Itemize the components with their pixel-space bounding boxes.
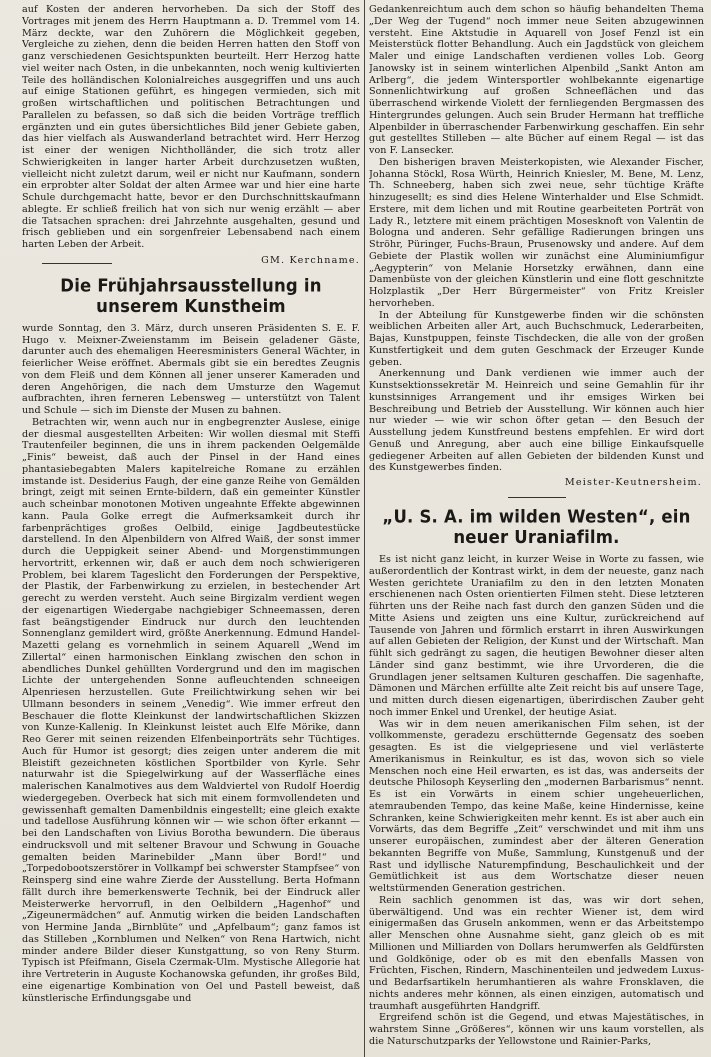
- film-paragraph-3: Rein sachlich genommen ist das, was wir dort sehen, überwältigend. Und was ein rechter Wiener ist, dem wird einigermaßen das Gruseln ankommen, wenn er das Arbeitstempo aller Menschen ohne Ausnahme sieht, ganz gleich ob es mit Millionen und Milliarden von Dollars herumwerfen als Geldfürsten und Goldkönige, oder ob es mit den ebenfalls Massen von Früchten, Fischen, Rindern, Maschinenteilen und jedwedem Luxus- und Bedarfsartikeln herumhantieren als wahre Fronsklaven, die nichts anderes mehr können, als einen einzigen, automatisch und traumhaft ausgeführten Handgriff.: [369, 894, 704, 1012]
- signature-2: Meister-Keutnersheim.: [564, 477, 702, 488]
- lecture-report-ending: auf Kosten der anderen hervorheben. Da sich der Stoff des Vortrages mit jenem des Herrn Hauptmann a. D. Tremmel vom 14. März deckte, war den Zuhörern die Möglichkeit gegeben, Vergleiche zu ziehen, denn die beiden Herren hatten den Stoff von ganz verschiedenen Gesichtspunkten beurteilt. Herr Herzog hatte viel weiter nach Osten, in die unbekannten, noch wenig kultivierten Teile des holländischen Kolonialreiches ausgegriffen und uns auch auf einige Stationen geführt, es hingegen vermieden, sich mit großen wirtschaftlichen und politischen Betrachtungen und Parallelen zu befassen, so daß sich die beiden Vorträge trefflich ergänzten und ein gutes übersichtliches Bild jener Gebiete gaben, das hier vielfach als Auswanderland betrachtet wird. Herr Herzog ist einer der wenigen Nichtholländer, die sich trotz aller Schwierigkeiten in langer harter Arbeit durchzusetzen wußten, vielleicht nicht zuletzt darum, weil er nicht nur Kaufmann, sondern ein erprobter alter Soldat der alten Armee war und hier eine harte Schule durchgemacht hatte, bevor er den Durchschnittskaufmann ablegte. Er schließ freilich hat von sich nur wenig erzählt — aber die Tatsachen sprachen: drei Jahrzehnte ausgehalten, gesund und frisch geblieben und ein sorgenfreier Lebensabend nach einem harten Leben der Arbeit.: [22, 4, 360, 250]
- applied-arts-paragraph: In der Abteilung für Kunstgewerbe finden wir die schönsten weiblichen Arbeiten aller Art, auch Buchschmuck, Lederarbeiten, Bajas, Kunstpuppen, feinste Tischdecken, die alle von der großen Kunstfertigkeit und dem guten Geschmack der Erzeuger Kunde geben.: [369, 309, 704, 368]
- exhibition-review-paragraph: Betrachten wir, wenn auch nur in engbegrenzter Auslese, einige der diesmal ausgestellten Arbeiten: Wir wollen diesmal mit Steffi Trautenfeiler beginnen, die uns in ihrem packenden Oelgemälde „Finis“ beweist, daß auch der Pinsel in der Hand eines phantasiebegabten Malers kapitelreiche Romane zu erzählen imstande ist. Desiderius Faugh, der eine ganze Reihe von Gemälden bringt, zeigt mit seinen Ernte-bildern, daß ein gemeinter Künstler auch scheinbar monotonen Motiven ungeahnte Effekte abgewinnen kann. Paula Golke erregt die Aufmerksamkeit durch ihr farbenprächtiges großes Oelbild, einige Jagdbeutestücke darstellend. In den Alpenbildern von Alfred Waiß, der sonst immer durch die Ueppigkeit seiner Abend- und Morgenstimmungen hervortritt, erkennen wir, daß er auch dem noch schwierigeren Problem, bei klarem Tageslicht den Forderungen der Perspektive, der Plastik, der Farbenwirkung zu erzielen, in bestechender Art gerecht zu werden versteht. Auch seine Birgizalm verdient wegen der eigenartigen Wiedergabe nachgiebiger Schneemassen, deren fast beängstigender Eindruck nur durch den leuchtenden Sonnenglanz gemildert wird, größte Anerkennung. Edmund Handel-Mazetti gelang es vornehmlich in seinem Aquarell „Wend im Zillertal“ einen harmonischen Einklang zwischen den schon in abendliches Dunkel gehüllten Vordergrund und den im magischen Lichte der untergehenden Sonne aufleuchtenden schneeigen Alpenriesen herzustellen. Gute Freilichtwirkung sehen wir bei Ullmann besonders in seinem „Venedig“. Wie immer erfreut den Beschauer die flotte Kleinkunst der landwirtschaftlichen Skizzen von Kunze-Kallenig. In Kleinkunst leistet auch Elfe Mörike, dann Reo Gerer mit seinen reizenden Elfenbeinporträts sehr Tüchtiges. Auch für Humor ist gesorgt; dies zeigen unter anderem die mit Bleistift gezeichneten köstlichen Sportbilder von Kyrle. Sehr naturwahr ist die Spiegelwirkung auf der Wasserfläche eines malerischen Kanalmotives aus dem Waldviertel von Rudolf Hoerdig wiedergegeben. Overbeck hat sich mit einem formvollendeten und gewissenhaft gemalten Damenbildnis eingestellt; eine gleich exakte und tadellose Ausführung können wir — wie schon öfter erkannt — bei den Landschaften von Livius Borotha bewundern. Die überaus eindrucksvoll und mit seltener Bravour und Schwung in Gouache gemalten beiden Marinebilder „Mann über Bord!“ und „Torpedobootszerstörer in Vollkampf bei schwerster Stampfsee“ von Reinsperg sind eine wahre Zierde der Ausstellung. Berta Hofmann fällt durch ihre bemerkenswerte Technik, bei der Eindruck aller Meisterwerke hervorrufl, in den Oelbildern „Hagenhof“ und „Zigeunermädchen“ auf. Anmutig wirken die beiden Landschaften von Hermine Janda „Birnblüte“ und „Apfelbaum“; ganz famos ist das Stilleben „Kornblumen und Nelken“ von Rena Hartwich, nicht minder andere Bilder dieser Kunstgattung, so von Reny Sturm. Typisch ist Pfeifmann, Gisela Czermak-Ulm. Mystische Allegorie hat ihre Vertreterin in Auguste Kochanowska gefunden, ihr großes Bild, eine eigenartige Kombination von Oel und Pastell beweist, daß künstlerische Erfindungsgabe und: [22, 416, 360, 1004]
- film-paragraph-4: Ergreifend schön ist die Gegend, und etwas Majestätisches, in wahrstem Sinne „Größeres“, können wir uns kaum vorstellen, als die Naturschutzparks der Yellowstone und Rainier-Parks,: [369, 1012, 704, 1047]
- headline-spring-exhibition: Die Frühjahrsausstellung in unserem Kunstheim: [60, 275, 322, 317]
- column-rule: [364, 0, 365, 1057]
- left-column: [22, 4, 360, 1053]
- signature-row-1: [22, 255, 360, 267]
- signature-1: GM. Kerchname.: [261, 254, 360, 266]
- film-paragraph-2: Was wir in dem neuen amerikanischen Film sehen, ist der vollkommenste, geradezu erschütternde Gegensatz des soeben gesagten. Es ist die vielgepriesene und viel verlästerte Amerikanismus in Reinkultur, es ist das, wovon sich so viele Menschen noch eine Heil erwarten, es ist das, was anderseits der deutsche Philosoph Keyserling den „modernen Barbarismus“ nennt. Es ist ein Vorwärts in einem schier ungeheuerlichen, atemraubenden Tempo, das keine Maße, keine Hindernisse, keine Schranken, keine Schwierigkeiten mehr kennt. Es ist aber auch ein Vorwärts, das dem Begriffe „Zeit“ verschwindet und mit ihm uns unserer europäischen, zumindest aber der älteren Generation bekannten Begriffe von Muße, Sammlung, Kunstgenuß und der Rast und idyllische Naturempfindung, Beschaulichkeit und der Gemütlichkeit ist aus dem Wortschatze dieser neuen weltstürmenden Generation gestrichen.: [369, 718, 704, 894]
- copyists-paragraph: Den bisherigen braven Meisterkopisten, wie Alexander Fischer, Johanna Stöckl, Rosa Würth, Heinrich Kniesler, M. Bene, M. Lenz, Th. Schneeberg, haben sich zwei neue, sehr tüchtige Kräfte hinzugesellt; es sind dies Helene Winterhalder und Else Schmidt. Erstere, mit dem lichen und mit Routine gearbeiteten Porträt von Lady R., letztere mit einem prächtigen Mosesknoft von Valentin de Bologna und anderen. Sehr gefällige Radierungen bringen uns Ströhr, Püringer, Fuchs-Braun, Prusenowsky und andere. Auf dem Gebiete der Plastik wollen wir zunächst eine Aluminiumfigur „Aegypterin“ von Melanie Horsetzky erwähnen, dann eine Damenbüste von der gleichen Künstlerin und eine flott geschnitzte Holzplastik „Der Herr Bürgermeister“ von Fritz Kreisler hervorheben.: [369, 156, 704, 309]
- headline-urania-film: „U. S. A. im wilden Westen“, ein neuer Uraniafilm.: [382, 506, 691, 548]
- exhibition-continued-paragraph: Gedankenreichtum auch dem schon so häufig behandelten Thema „Der Weg der Tugend“ noch immer neue Seiten abzugewinnen versteht. Eine Aktstudie in Aquarell von Josef Fenzl ist ein Meisterstück flotter Behandlung. Auch ein Jagdstück von gleichem Maler und einige Landschaften verdienen volles Lob. Georg Janowsky ist in seinem winterlichen Alpenbild „Sankt Anton am Arlberg“, die jedem Wintersportler wohlbekannte eigenartige Sonnenlichtwirkung auf großen Schneeflächen und das überraschend wirkende Violett der fernliegenden Bergmassen des Hintergrundes gelungen. Auch sein Bruder Hermann hat treffliche Alpenbilder in überraschender Farbenwirkung geschaffen. Ein sehr gut gestelltes Stilleben — alte Bücher auf einem Regal — ist das von F. Lansecker.: [369, 4, 704, 156]
- film-paragraph-1: Es ist nicht ganz leicht, in kurzer Weise in Worte zu fassen, wie außerordentlich der Kontrast wirkt, in dem der neueste, ganz nach Westen gerichtete Uraniafilm zu den in den letzten Monaten erschienenen nach Osten orientierten Filmen steht. Diese letzteren führten uns der Reihe nach fast durch den ganzen Süden und die Mitte Asiens und zeigten uns eine Kultur, zurückreichend auf Tausende von Jahren und förmlich erstarrt in ihren Auswirkungen auf allen Gebieten der Religion, der Kunst und der Wirtschaft. Man fühlt sich gedrängt zu sagen, die heutigen Bewohner dieser alten Länder sind ganz bestimmt, wie ihre Urvorderen, die die Grundlagen jener seltsamen Kulturen geschaffen. Die sagenhafte, Dämonen und Märchen erfüllte alte Zeit reicht bis auf unsere Tage, und mitten durch diesen eigenartigen, überirdischen Zauber geht noch immer Enkel und Urenkel, der heutige Asiat.: [369, 554, 704, 718]
- separator-line-2: [508, 497, 566, 498]
- right-column: [369, 4, 704, 1053]
- thanks-paragraph: Anerkennung und Dank verdienen wie immer auch der Kunstsektionssekretär M. Heinreich und seine Gemahlin für ihr kunstsinniges Arrangement und ihr emsiges Wirken bei Beschreibung und Betrieb der Ausstellung. Wir können auch hier nur wieder — wie wir schon öfter getan — den Besuch der Ausstellung jedem Kunstfreund bestens empfehlen. Er wird dort Genuß und Anregung, aber auch eine billige Einkaufsquelle gediegener Arbeiten auf allen Gebieten der bildenden Kunst und des Kunstgewerbes finden.: [369, 368, 704, 474]
- exhibition-intro-paragraph: wurde Sonntag, den 3. März, durch unseren Präsidenten S. E. F. Hugo v. Meixner-Zweienstamm im Beisein geladener Gäste, darunter auch des ehemaligen Heeresministers General Wächter, in feierlicher Weise eröffnet. Abermals gibt sie ein beredtes Zeugnis von dem Fleiß und dem Können all jener unserer Kameraden und deren Angehörigen, die nach dem Umsturze den Wagemut aufbrachten, ihren ferneren Lebensweg — unterstützt von Talent und Schule — sich im Dienste der Musen zu bahnen.: [22, 322, 360, 416]
- separator-line: [42, 263, 112, 264]
